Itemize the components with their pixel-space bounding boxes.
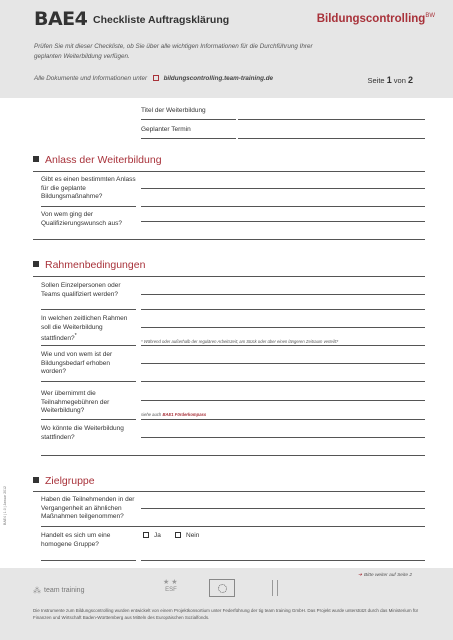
document-title: Checkliste Auftragsklärung: [93, 14, 230, 26]
reference-prefix: siehe auch: [141, 412, 162, 417]
question-homogeneous-group: Handelt es sich um eine homogene Gruppe?: [41, 532, 111, 548]
date-field-label: Geplanter Termin: [141, 126, 191, 133]
checkbox-yes-label: Ja: [154, 532, 161, 539]
ministry-logo: [272, 580, 302, 598]
answer-line-prior-2[interactable]: [41, 526, 425, 527]
section-heading-zielgruppe: [33, 475, 95, 487]
document-code: BAE4: [34, 8, 88, 30]
brand-sup: BW: [425, 13, 435, 20]
answer-line-location-2[interactable]: [41, 455, 425, 456]
answer-line-anlass-2[interactable]: [141, 206, 425, 207]
rule-line: [33, 171, 425, 172]
checkbox-icon[interactable]: [175, 532, 181, 538]
question-prior-participation: Haben die Teilnehmenden in der Vergangenheit an ähnlichen Maßnahmen teilgenommen?: [41, 496, 135, 521]
team-training-logo: [33, 586, 84, 595]
links-line: [34, 75, 273, 82]
rule-line: [33, 491, 425, 492]
checkbox-icon[interactable]: [143, 532, 149, 538]
title-field-label: Titel der Weiterbildung: [141, 107, 206, 114]
question-anlass: Gibt es einen bestimmten Anlass für die geplante Bildungsmaßnahme?: [41, 176, 136, 201]
answer-line-needs-2[interactable]: [141, 381, 425, 382]
question-location: Wo könnte die Weiterbildung stattfinden?: [41, 425, 124, 441]
answer-line-location-1[interactable]: [141, 437, 425, 438]
esf-logo-text: ESF: [165, 587, 177, 593]
section-heading-rahmen: [33, 259, 145, 271]
page-prefix: Seite: [367, 76, 385, 85]
page-number: [367, 75, 413, 85]
intro-text: Prüfen Sie mit dieser Checkliste, ob Sie über alle wichtigen Informationen für die Durchführung Ihrer geplanten Weiterbildung verfügen.: [34, 43, 313, 60]
answer-line-needs-1[interactable]: [141, 363, 425, 364]
answer-line-fees-2[interactable]: [141, 419, 425, 420]
answer-line-initiator-1[interactable]: [141, 221, 425, 222]
answer-line-homogeneous[interactable]: [141, 560, 425, 561]
page-mid: von: [393, 76, 406, 85]
answer-line-time-frame-1[interactable]: [141, 327, 425, 328]
bullet-square-icon: [33, 477, 39, 483]
logo-dots-icon: ⁂: [33, 586, 41, 595]
checkbox-yes[interactable]: [143, 532, 161, 539]
answer-line-participants-2[interactable]: [141, 309, 425, 310]
links-prefix: Alle Dokumente und Informationen unter: [34, 75, 148, 82]
question-initiator: Von wem ging der Qualifizierungswunsch aus?: [41, 211, 122, 227]
external-link-icon: [153, 75, 159, 81]
question-fees: Wer übernimmt die Teilnahmegebühren der Weiterbildung?: [41, 390, 110, 415]
page-total: 2: [407, 75, 413, 85]
footnote-marker: *: [74, 333, 77, 340]
question-line: [41, 381, 136, 382]
checkbox-no[interactable]: [175, 532, 199, 539]
answer-line-prior-1[interactable]: [141, 508, 425, 509]
section-anlass-title: Anlass der Weiterbildung: [45, 154, 162, 166]
page-current: 1: [386, 75, 392, 85]
footnote-time-frame: * Während oder außerhalb der regulären Arbeitszeit; am Stück oder über einen längeren Zeitraum verteilt?: [141, 339, 339, 344]
section-zielgruppe-title: Zielgruppe: [45, 475, 95, 487]
rule-line: [33, 276, 425, 277]
answer-line-anlass-1[interactable]: [141, 188, 425, 189]
esf-stars-icon: ★ ★: [163, 579, 178, 586]
date-label-line: [141, 138, 236, 139]
section-heading-anlass: [33, 154, 162, 166]
answer-line-initiator-2[interactable]: [33, 239, 425, 240]
answer-line-fees-1[interactable]: [141, 400, 425, 401]
question-time-frame: [41, 315, 136, 344]
question-line: [41, 345, 136, 346]
reference-note: [141, 412, 206, 417]
question-line: [41, 206, 136, 207]
title-field-line[interactable]: [238, 119, 425, 120]
ministry-crest-icon: [272, 580, 278, 596]
question-line: [41, 560, 136, 561]
question-line: [41, 309, 136, 310]
question-participants: Sollen Einzelpersonen oder Teams qualifiziert werden?: [41, 282, 121, 298]
eu-stars-ring: [218, 584, 227, 593]
reference-link[interactable]: BAE1 Förderkompass: [162, 412, 207, 417]
checkbox-no-label: Nein: [186, 532, 200, 539]
brand-name: Bildungscontrolling: [316, 13, 426, 25]
arrow-right-icon: ➔: [358, 573, 363, 578]
document-version-code: BAE4 | 1.0 | Januar 2012: [3, 486, 7, 525]
bullet-square-icon: [33, 156, 39, 162]
brand-logo: [317, 13, 435, 25]
question-needs-assessment: Wie und von wem ist der Bildungsbedarf erhoben worden?: [41, 351, 113, 376]
question-line: [41, 419, 136, 420]
next-page-text: Bitte weiter auf Seite 2: [364, 573, 413, 578]
answer-line-participants-1[interactable]: [141, 294, 425, 295]
title-label-line: [141, 119, 236, 120]
bullet-square-icon: [33, 261, 39, 267]
answer-line-time-frame-2[interactable]: [141, 345, 425, 346]
question-time-frame-text: In welchen zeitlichen Rahmen soll die Weiterbildung stattfinden?: [41, 315, 128, 343]
esf-logo: [157, 578, 185, 600]
footer-credits: Die Instrumente zum Bildungscontrolling wurden entwickelt von einem Projektkonsortium unter Federführung der tig team training GmbH. Das Projekt wurde unterstützt durch das Ministerium für Finanzen und Wirtschaft Baden-Württemberg aus Mitteln des Europäischen Sozialfonds.: [33, 608, 419, 620]
next-page-link[interactable]: [358, 573, 412, 578]
team-training-logo-text: team training: [44, 587, 85, 594]
section-rahmen-title: Rahmenbedingungen: [45, 259, 146, 271]
date-field-line[interactable]: [238, 138, 425, 139]
website-link[interactable]: bildungscontrolling.team-training.de: [163, 75, 274, 82]
eu-flag-icon: [209, 579, 235, 597]
